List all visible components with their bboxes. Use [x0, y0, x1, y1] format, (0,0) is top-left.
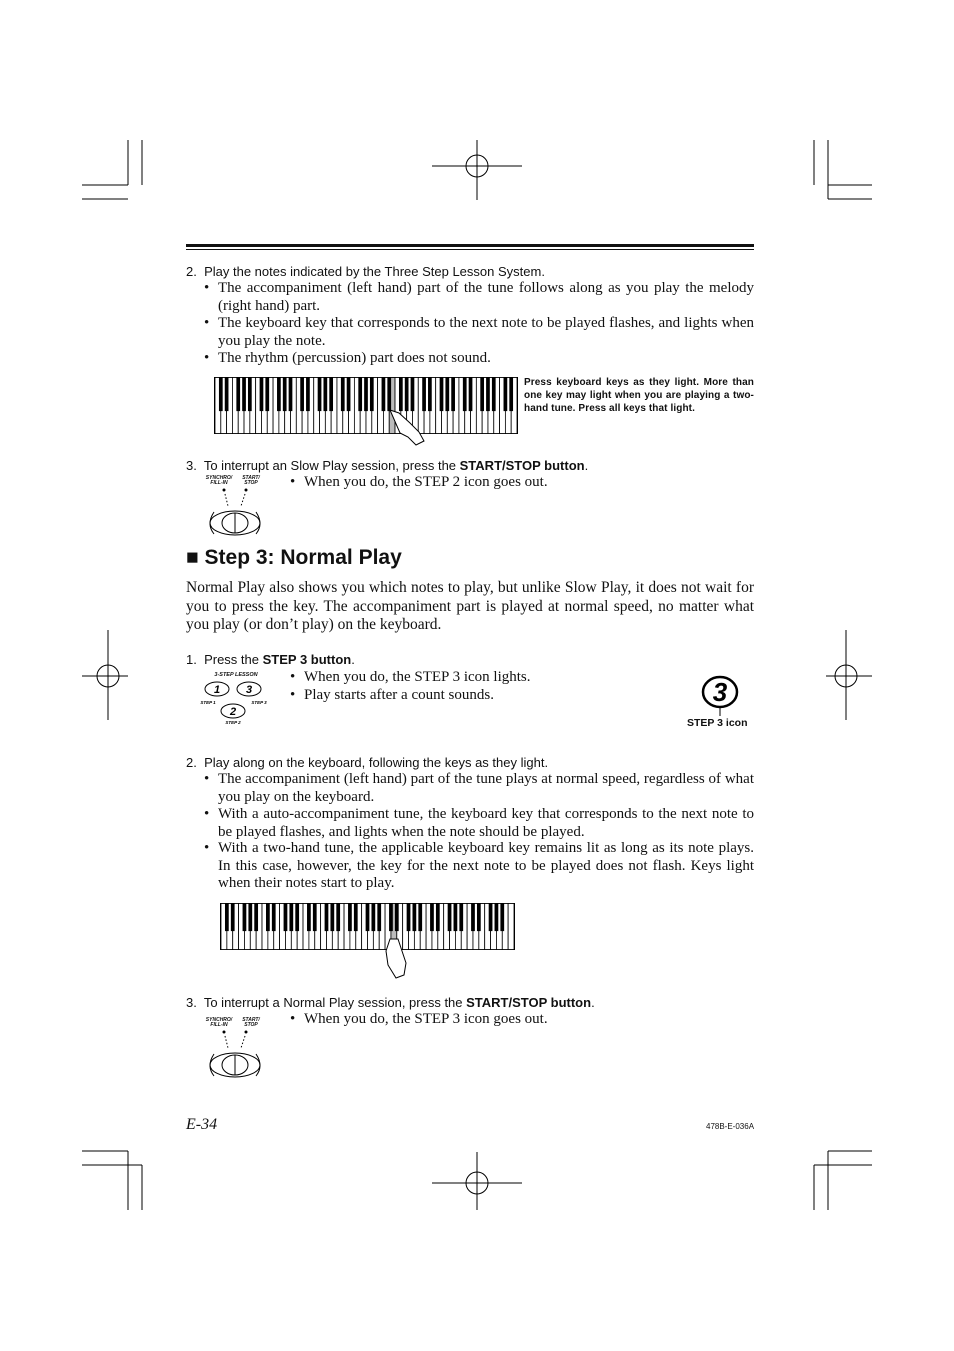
section-title	[186, 546, 402, 570]
bullet-item: • The accompaniment (left hand) part of the tune follows along as you play the melody (right hand) part.	[204, 280, 754, 314]
black-key	[313, 904, 317, 932]
black-key	[289, 904, 293, 932]
black-key	[354, 904, 358, 932]
lesson-title: 3-STEP LESSON	[214, 672, 258, 678]
keyboard-illustration	[214, 377, 518, 447]
keyboard-illustration-2	[220, 903, 516, 983]
black-key	[500, 904, 504, 932]
step-1-label: STEP 1	[200, 700, 216, 705]
bullet-item: • With a two-hand tune, the applicable keyboard key remains lit as long as its note plays. In this case, however, the key for the next note to be played does not flash. Keys light when their notes start to play.	[204, 840, 754, 891]
start-stop-label: START/STOP button	[459, 458, 585, 473]
section-title-text: Step 3: Normal Play	[204, 546, 402, 569]
black-key	[459, 904, 463, 932]
black-key	[407, 904, 411, 932]
header-rule	[186, 244, 754, 247]
black-key	[231, 904, 235, 932]
black-key	[451, 378, 455, 412]
synchro-fill-in-label: SYNCHRO/ FILL-IN	[205, 1017, 233, 1028]
black-key	[318, 378, 322, 412]
svg-text:3: 3	[712, 677, 728, 707]
start-stop-button-label: START/ STOP	[242, 1017, 260, 1028]
black-key	[341, 378, 345, 412]
step-2-play-heading: 2. Play along on the keyboard, following the keys as they light.	[186, 755, 549, 770]
black-key	[277, 378, 281, 412]
black-key	[469, 378, 473, 412]
black-key	[389, 904, 393, 932]
black-key	[295, 904, 299, 932]
black-key	[422, 378, 426, 412]
step-3-icon	[698, 672, 742, 716]
black-key	[272, 904, 276, 932]
start-stop-button-icon	[206, 1030, 266, 1082]
black-key	[371, 904, 375, 932]
black-key	[329, 378, 333, 412]
black-key	[428, 378, 432, 412]
black-key	[445, 378, 449, 412]
step-3-interrupt-heading: 3. To interrupt a Normal Play session, press the START/STOP button.	[186, 995, 595, 1010]
black-key	[504, 378, 508, 412]
black-key	[265, 378, 269, 412]
black-key	[364, 378, 368, 412]
step-1-number: 1	[213, 684, 221, 696]
black-key	[477, 904, 481, 932]
black-key	[395, 904, 399, 932]
bullet-item: • When you do, the STEP 2 icon goes out.	[290, 474, 548, 490]
step-text: Play the notes indicated by the Three Step Lesson System.	[204, 264, 545, 279]
white-key	[508, 904, 514, 950]
black-key	[471, 904, 475, 932]
step-3-button-label: STEP 3 button	[262, 652, 352, 667]
black-key	[248, 378, 252, 412]
three-step-lesson-buttons-icon	[200, 679, 272, 725]
black-key	[248, 904, 252, 932]
black-key	[254, 904, 258, 932]
black-key	[509, 378, 513, 412]
black-key	[306, 378, 310, 412]
header-rule-thin	[186, 249, 754, 250]
black-key	[300, 378, 304, 412]
black-key	[260, 378, 264, 412]
black-key	[486, 378, 490, 412]
step-3-number: 3	[245, 684, 253, 696]
square-marker-icon: ■	[186, 546, 199, 569]
black-key	[243, 904, 247, 932]
synchro-fill-in-label: SYNCHRO/ FILL-IN	[205, 475, 233, 486]
black-key	[236, 378, 240, 412]
page-number: E-34	[186, 1116, 218, 1133]
step-3-label: STEP 3	[251, 700, 267, 705]
black-key	[411, 378, 415, 412]
bullet-item: • When you do, the STEP 3 icon goes out.	[290, 1011, 548, 1027]
black-key	[418, 904, 422, 932]
black-key	[480, 378, 484, 412]
black-key	[448, 904, 452, 932]
bullet-item: • The rhythm (percussion) part does not sound.	[204, 350, 491, 366]
keyboard-caption: Press keyboard keys as they light. More than one key may light when you are playing a two-hand tune. Press all keys that light.	[524, 377, 754, 414]
black-key	[225, 378, 229, 412]
step-2-label: STEP 2	[225, 720, 241, 725]
bullet-item: • The accompaniment (left hand) part of the tune plays at normal speed, regardless of what you play on the keyboard.	[204, 771, 754, 805]
bullet-item: • With a auto-accompaniment tune, the keyboard key that corresponds to the next note to be played flashes, and lights when the note should be played.	[204, 806, 754, 840]
black-key	[366, 904, 370, 932]
black-key	[347, 378, 351, 412]
black-key	[325, 904, 329, 932]
black-key	[377, 904, 381, 932]
black-key	[323, 378, 327, 412]
start-stop-label: START/STOP button	[466, 995, 592, 1010]
black-key	[440, 378, 444, 412]
black-key	[348, 904, 352, 932]
black-key	[307, 904, 311, 932]
black-key	[489, 904, 493, 932]
black-key	[242, 378, 246, 412]
start-stop-button-icon	[206, 488, 266, 540]
black-key	[370, 378, 374, 412]
black-key	[289, 378, 293, 412]
black-key	[399, 378, 403, 412]
black-key	[382, 378, 386, 412]
bullet-item: • The keyboard key that corresponds to the next note to be played flashes, and lights when you play the note.	[204, 315, 754, 349]
black-key	[436, 904, 440, 932]
black-key	[330, 904, 334, 932]
step-1-heading: 1. Press the STEP 3 button.	[186, 652, 355, 667]
black-key	[492, 378, 496, 412]
black-key	[283, 378, 287, 412]
black-key	[430, 904, 434, 932]
bullet-item: • Play starts after a count sounds.	[290, 687, 494, 703]
start-stop-button-label: START/ STOP	[242, 475, 260, 486]
step-number: 2.	[186, 264, 197, 279]
black-key	[284, 904, 288, 932]
step-2-number: 2	[229, 706, 237, 718]
step-3-icon-caption: STEP 3 icon	[687, 717, 748, 729]
bullet-item: • When you do, the STEP 3 icon lights.	[290, 669, 531, 685]
black-key	[405, 378, 409, 412]
document-code: 478B-E-036A	[706, 1122, 755, 1131]
black-key	[219, 378, 223, 412]
black-key	[266, 904, 270, 932]
black-key	[413, 904, 417, 932]
black-key	[358, 378, 362, 412]
step-3-heading: 3. To interrupt an Slow Play session, press the START/STOP button.	[186, 458, 589, 473]
step-2-heading	[186, 264, 545, 279]
black-key	[495, 904, 499, 932]
intro-paragraph: Normal Play also shows you which notes to play, but unlike Slow Play, it does not wait for you to press the key. The accompaniment part is played at normal speed, no matter what you play (or don’t play) on the keyboard.	[186, 579, 754, 633]
black-key	[225, 904, 229, 932]
black-key	[387, 378, 391, 412]
black-key	[336, 904, 340, 932]
black-key	[463, 378, 467, 412]
black-key	[454, 904, 458, 932]
